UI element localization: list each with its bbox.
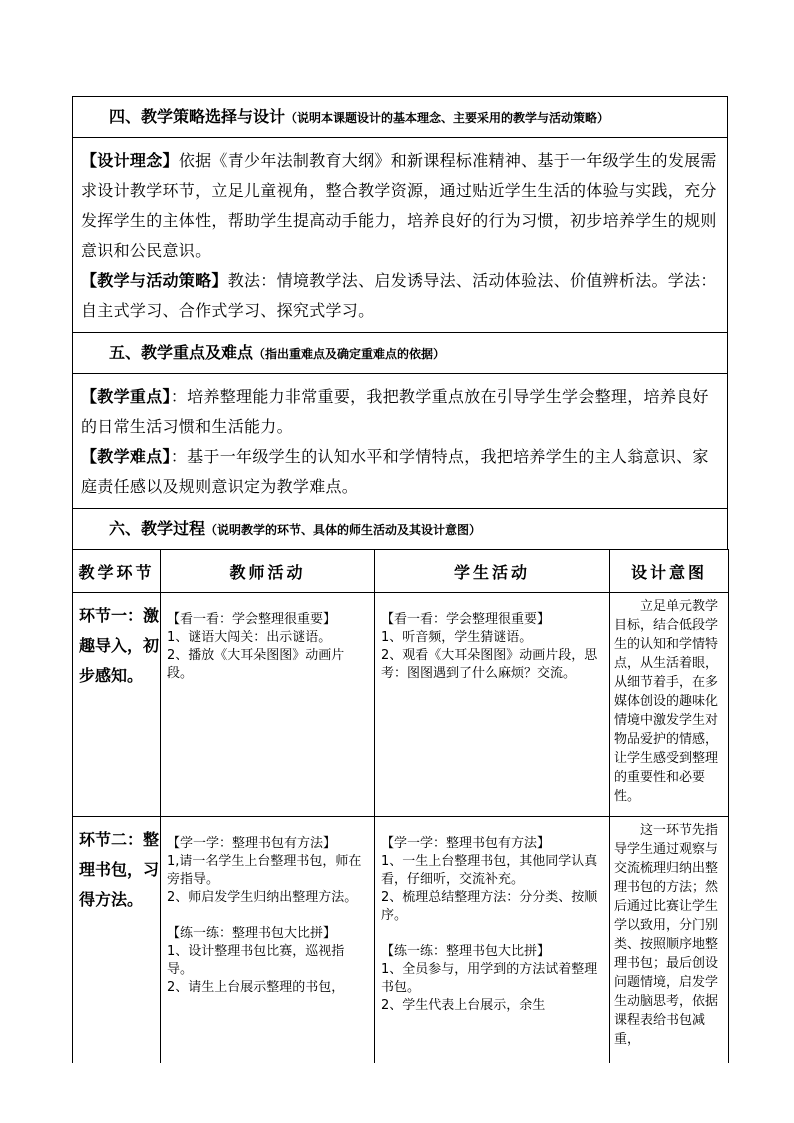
paragraph-tag: 【设计理念】: [81, 151, 179, 170]
header-intent: 设计意图: [610, 550, 729, 593]
section-title: [73, 333, 727, 373]
lesson-plan-page: [72, 96, 728, 1063]
section-title: [73, 509, 727, 549]
paragraph-text: 教法：情境教学法、启发诱导法、活动体验法、价值辨析法。学法：自主式学习、合作式学习、探究式学习。: [81, 271, 717, 320]
cell-line: 1、谜语大闯关：出示谜语。: [167, 630, 332, 645]
cell-line: 1、全员参与，用学到的方法试着整理书包。: [381, 962, 598, 995]
paragraph-text: 依据《青少年法制教育大纲》和新课程标准精神、基于一年级学生的发展需求设计教学环节，立足儿童视角，整合教学资源，通过贴近学生生活的体验与实践，充分发挥学生的主体性，帮助学生提高动手能力，培养良好的行为习惯，初步培养学生的规则意识和公民意识。: [81, 151, 717, 260]
cell-line: 2、学生代表上台展示，余生: [381, 998, 546, 1013]
section-body: [73, 137, 727, 332]
cell-line: 1、听音频，学生猜谜语。: [381, 630, 533, 645]
student-cell: [375, 593, 610, 817]
section-title-text: 四、教学策略选择与设计: [109, 107, 286, 126]
paragraph-tag: 【教学难点】: [81, 447, 171, 466]
header-student: 学生活动: [375, 550, 610, 593]
table-row: [73, 593, 729, 817]
cell-line: 【看一看：学会整理很重要】: [167, 612, 337, 627]
section-note: （说明教学的环节、具体的师生活动及其设计意图）: [205, 523, 482, 537]
cell-line: 2、观看《大耳朵图图》动画片段，思考：图图遇到了什么麻烦？交流。: [381, 648, 598, 681]
paragraph: [81, 442, 719, 502]
cell-line: 【练一练：整理书包大比拼】: [381, 944, 551, 959]
stage-cell: 环节二：整理书包，习得方法。: [73, 817, 161, 1064]
section-key-points: [72, 332, 728, 508]
section-process: [72, 508, 728, 549]
paragraph-text: ：基于一年级学生的认知水平和学情特点，我把培养学生的主人翁意识、家庭责任感以及规则意识定为教学难点。: [81, 447, 709, 496]
section-title: [73, 97, 727, 137]
section-note: （指出重难点及确定重难点的依据）: [253, 347, 446, 361]
cell-line: 1,请一名学生上台整理书包，师在旁指导。: [167, 854, 362, 887]
cell-line: 1、设计整理书包比赛，巡视指导。: [167, 944, 345, 977]
table-row: [73, 817, 729, 1064]
paragraph-tag: 【教学与活动策略】: [81, 271, 228, 290]
section-title-text: 六、教学过程: [109, 519, 206, 538]
intent-cell: 这一环节先指导学生通过观察与交流梳理归纳出整理书包的方法；然后通过比赛让学生学以致用，分门别类、按照顺序地整理书包；最后创设问题情境，启发学生动脑思考，依据课程表给书包减重，: [610, 817, 729, 1064]
cell-line: 【看一看：学会整理很重要】: [381, 612, 551, 627]
teacher-cell: [161, 593, 375, 817]
cell-line: 2、梳理总结整理方法：分分类、按顺序。: [381, 890, 598, 923]
paragraph: [81, 146, 719, 266]
header-stage: 教学环节: [73, 550, 161, 593]
cell-line: 【学一学：整理书包有方法】: [381, 836, 551, 851]
cell-line: 2、播放《大耳朵图图》动画片段。: [167, 648, 345, 681]
cell-line: 2、请生上台展示整理的书包，: [167, 980, 345, 995]
section-strategy: [72, 96, 728, 332]
paragraph-text: ：培养整理能力非常重要，我把教学重点放在引导学生学会整理，培养良好的日常生活习惯和生活能力。: [81, 387, 709, 436]
stage-cell: 环节一：激趣导入，初步感知。: [73, 593, 161, 817]
student-cell: [375, 817, 610, 1064]
section-note: （说明本课题设计的基本理念、主要采用的教学与活动策略）: [285, 111, 610, 125]
teacher-cell: [161, 817, 375, 1064]
table-header-row: [73, 550, 729, 593]
paragraph-tag: 【教学重点】: [81, 387, 171, 406]
header-teacher: 教师活动: [161, 550, 375, 593]
cell-line: 【学一学：整理书包有方法】: [167, 836, 337, 851]
cell-line: 2、师启发学生归纳出整理方法。: [167, 890, 358, 905]
section-title-text: 五、教学重点及难点: [109, 343, 254, 362]
intent-cell: 立足单元教学目标，结合低段学生的认知和学情特点，从生活着眼，从细节着手，在多媒体创设的趣味化情境中激发学生对物品爱护的情感，让学生感受到整理的重要性和必要性。: [610, 593, 729, 817]
paragraph: [81, 266, 719, 326]
section-body: [73, 373, 727, 508]
paragraph: [81, 382, 719, 442]
process-table: [72, 549, 729, 1063]
cell-line: 1、一生上台整理书包，其他同学认真看，仔细听，交流补充。: [381, 854, 598, 887]
cell-line: 【练一练：整理书包大比拼】: [167, 926, 337, 941]
